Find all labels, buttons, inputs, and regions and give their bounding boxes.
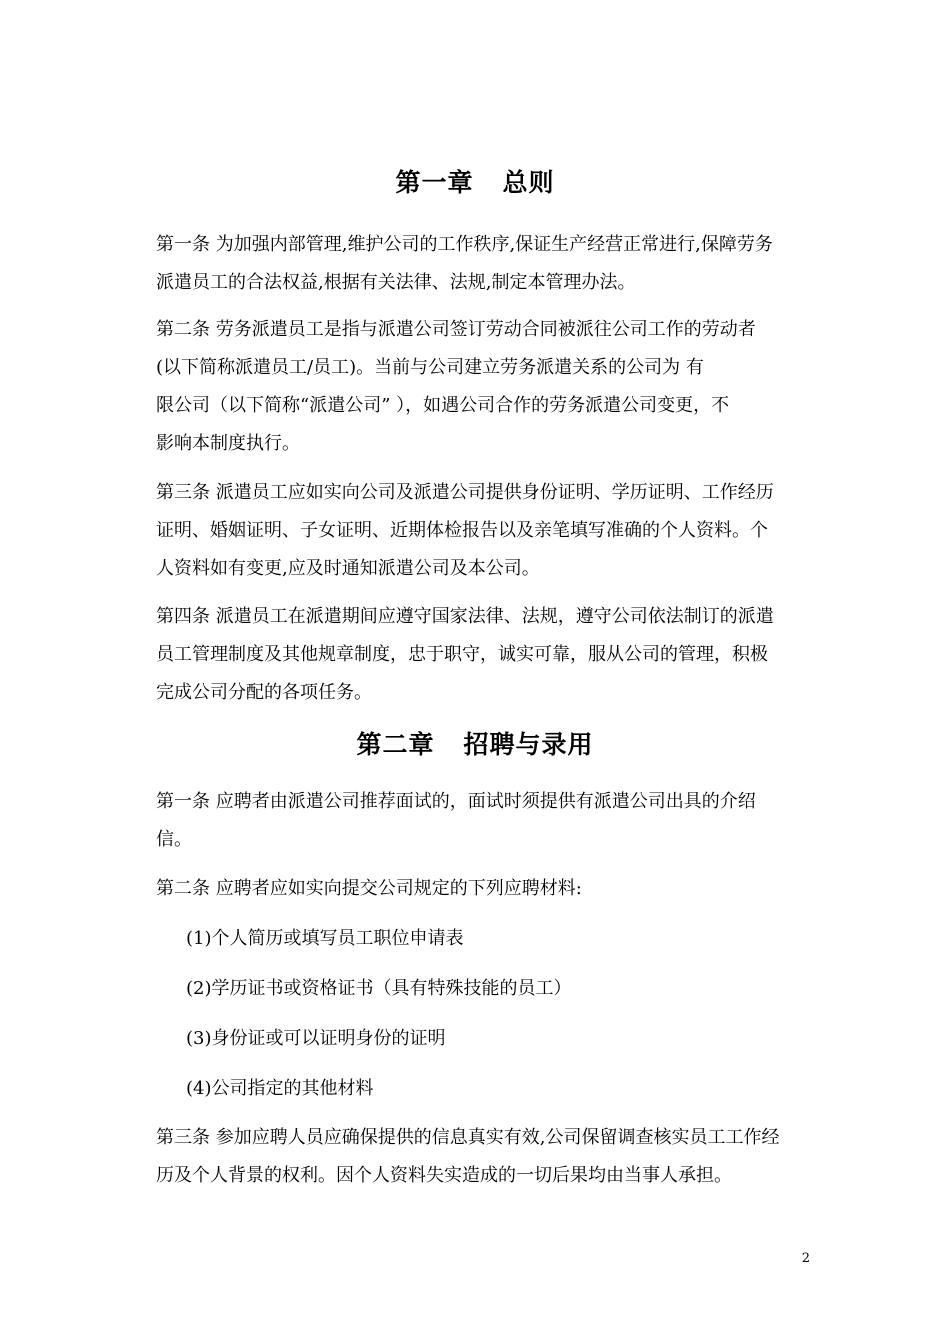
text-line-left: (以下简称派遣员工/员工)。当前与公司建立劳务派遣关系的公司为	[156, 357, 681, 378]
chapter-1-article-2	[156, 311, 806, 463]
text-line: 限公司（以下简称“派遣公司” ），如遇公司合作的劳务派遣公司变更，不	[156, 395, 730, 416]
text-line: 第三条 参加应聘人员应确保提供的信息真实有效,公司保留调查核实员工工作经	[156, 1127, 780, 1148]
list-item: (2)学历证书或资格证书（具有特殊技能的员工）	[186, 978, 572, 999]
text-line: 派遣员工的合法权益,根据有关法律、法规,制定本管理办法。	[156, 272, 636, 293]
text-line: 第一条 为加强内部管理,维护公司的工作秩序,保证生产经营正常进行,保障劳务	[156, 234, 773, 255]
text-line: 人资料如有变更,应及时通知派遣公司及本公司。	[156, 558, 540, 579]
text-line: 完成公司分配的各项任务。	[156, 682, 372, 703]
text-line: 第二条 劳务派遣员工是指与派遣公司签订劳动合同被派往公司工作的劳动者	[156, 319, 756, 340]
list-item: (4)公司指定的其他材料	[186, 1078, 374, 1099]
chapter-1-article-4	[156, 598, 806, 712]
chapter-1-article-1	[156, 226, 806, 302]
text-line-right: 有	[685, 357, 704, 378]
text-line: 第一条 应聘者由派遣公司推荐面试的，面试时须提供有派遣公司出具的介绍	[156, 791, 756, 812]
chapter-2-article-3	[156, 1119, 806, 1195]
text-line: 第四条 派遣员工在派遣期间应遵守国家法律、法规，遵守公司依法制订的派遣	[156, 606, 774, 627]
text-line-split	[156, 349, 806, 387]
chapter-2-article-1	[156, 783, 806, 859]
text-line: 信。	[156, 829, 192, 850]
text-line: 员工管理制度及其他规章制度，忠于职守，诚实可靠，服从公司的管理，积极	[156, 644, 768, 665]
page-number: 2	[801, 1251, 810, 1266]
chapter-2-title: 第二章 招聘与录用	[356, 730, 594, 759]
chapter-1-article-3	[156, 474, 806, 588]
text-line: 第二条 应聘者应如实向提交公司规定的下列应聘材料:	[156, 878, 582, 899]
list-item: (1)个人简历或填写员工职位申请表	[186, 928, 464, 949]
list-item: (3)身份证或可以证明身份的证明	[186, 1028, 446, 1049]
text-line: 第三条 派遣员工应如实向公司及派遣公司提供身份证明、学历证明、工作经历	[156, 482, 774, 503]
text-line: 历及个人背景的权利。因个人资料失实造成的一切后果均由当事人承担。	[156, 1165, 732, 1186]
text-line: 影响本制度执行。	[156, 433, 300, 454]
chapter-2-article-2	[156, 870, 806, 908]
chapter-1-title: 第一章 总则	[395, 168, 555, 197]
text-line: 证明、婚姻证明、子女证明、近期体检报告以及亲笔填写准确的个人资料。个	[156, 520, 768, 541]
